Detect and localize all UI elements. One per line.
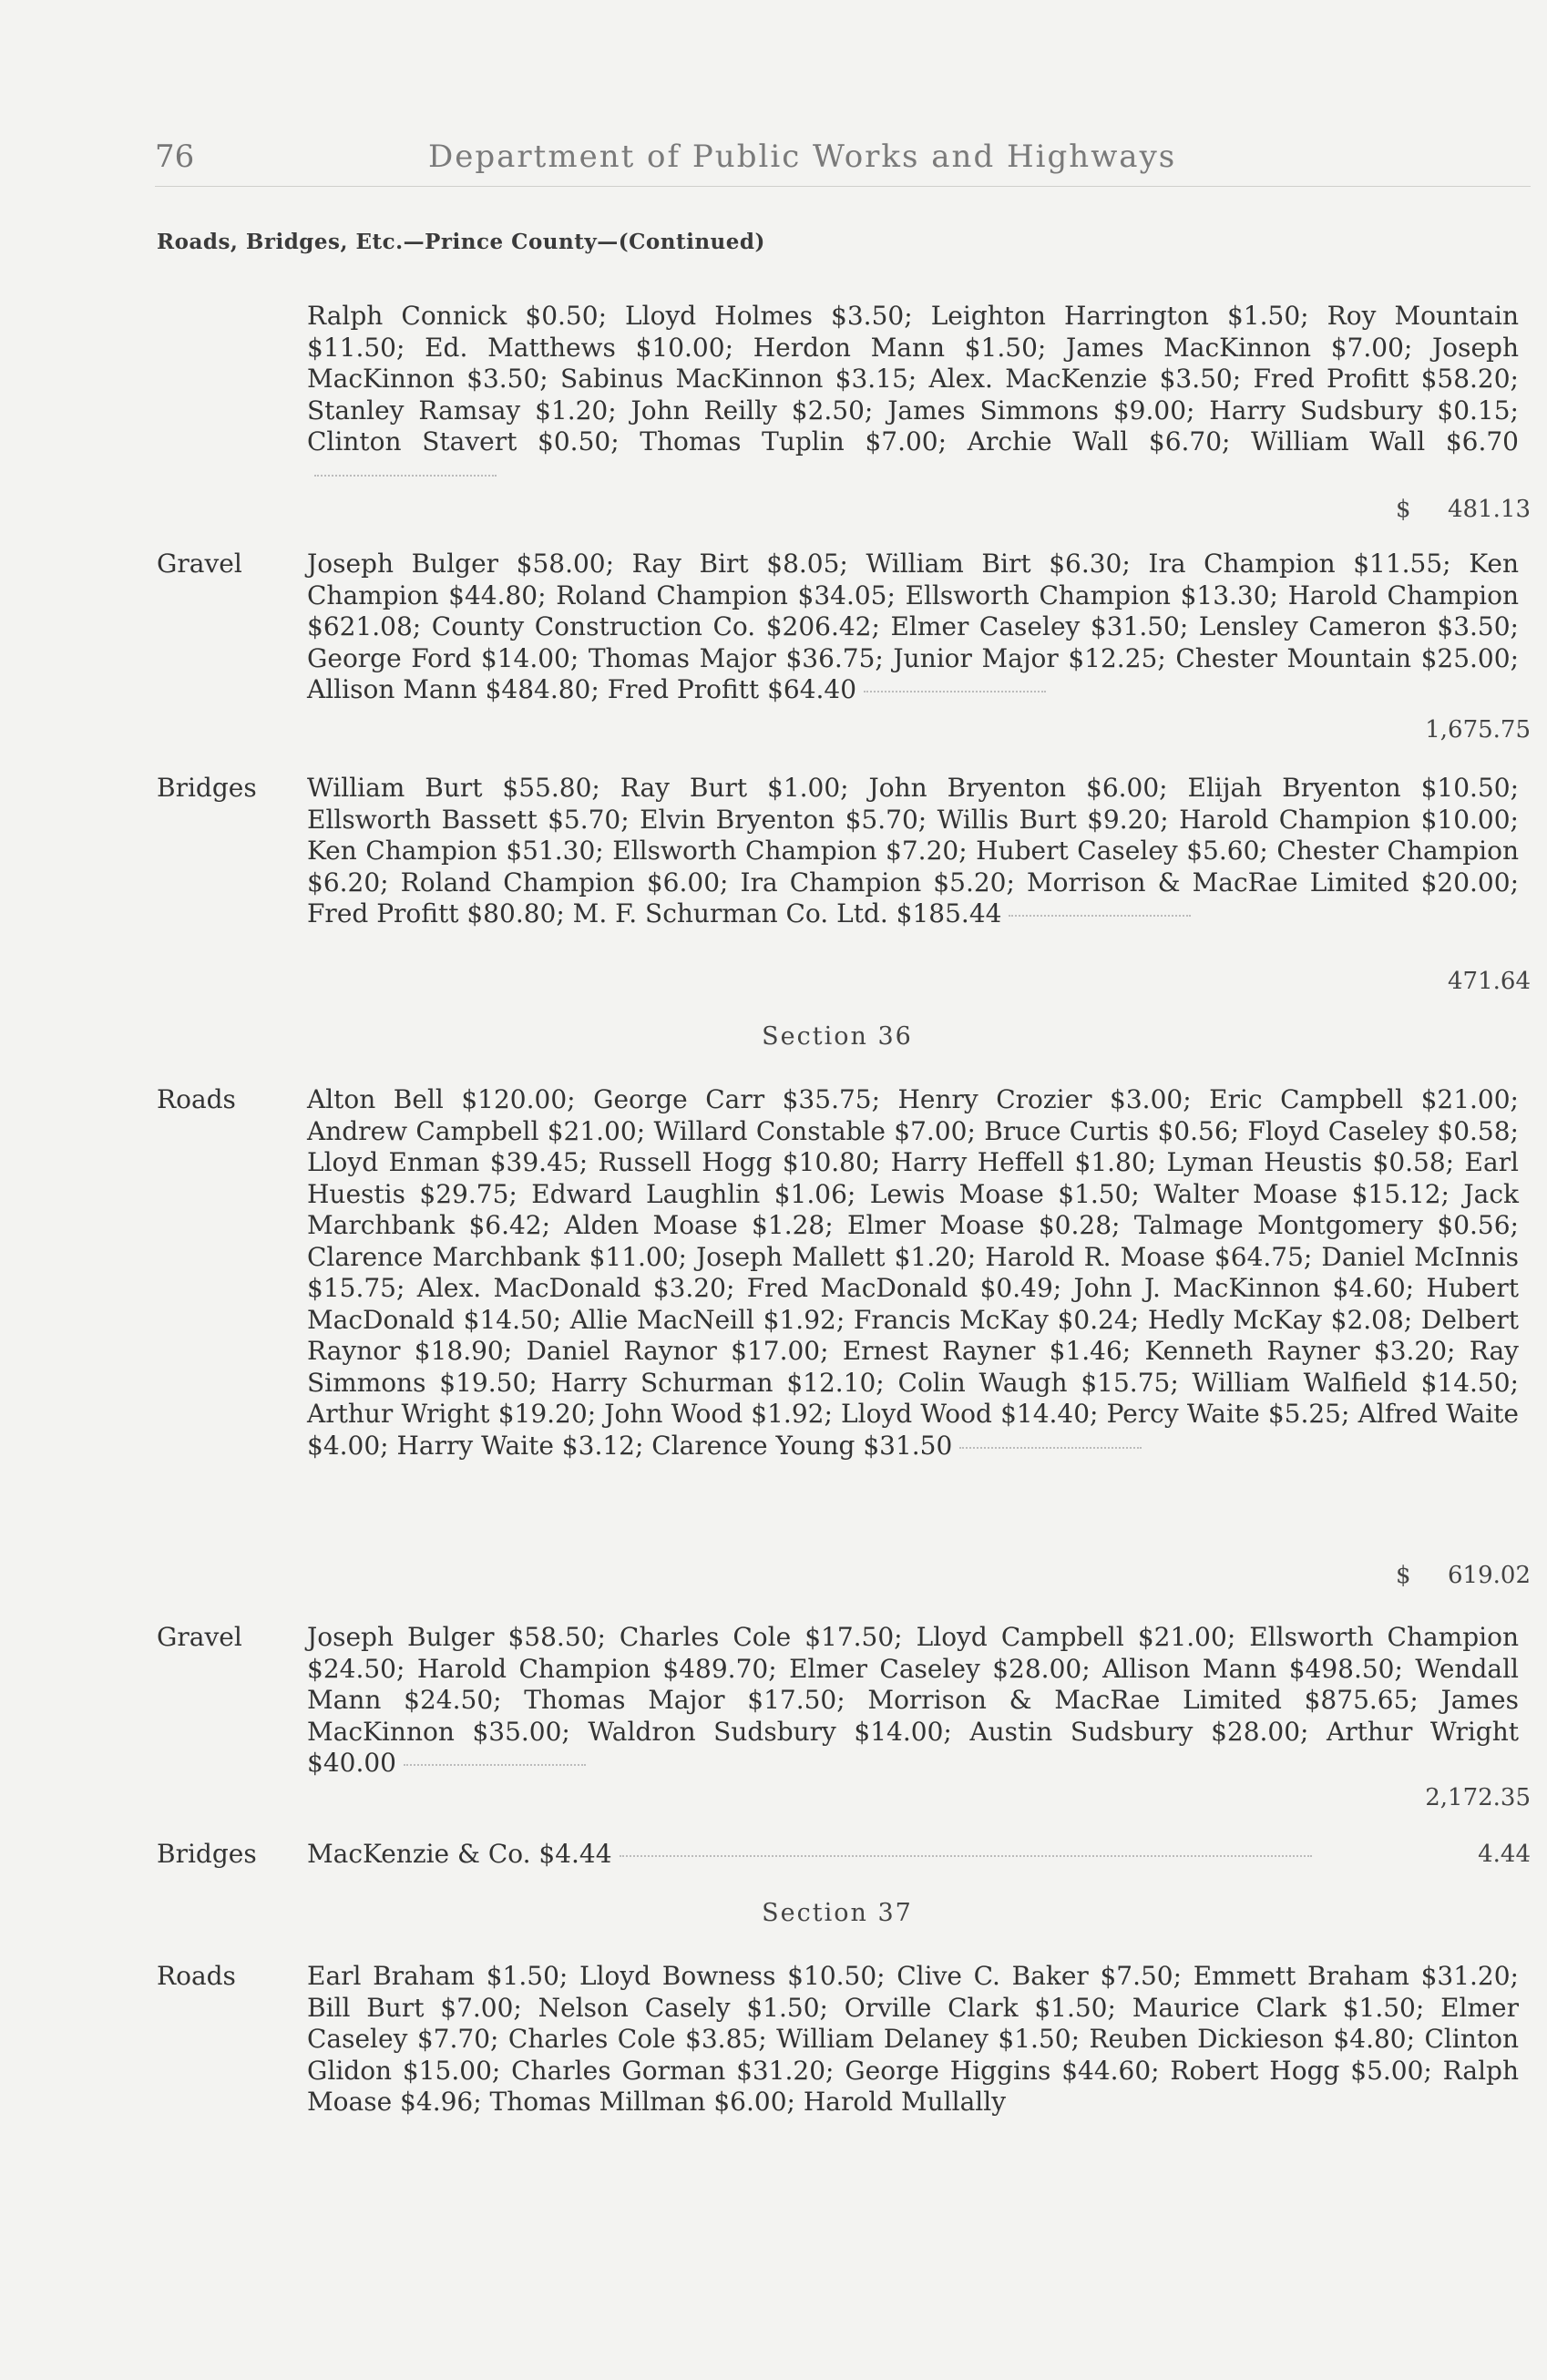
entry-payees: Ralph Connick $0.50; Lloyd Holmes $3.50; Leighton Harrington $1.50; Roy Mountain $11.50; Ed. Matthews $10.00; Herdon Mann $1.50; James MacKinnon $7.00; Joseph MacKinnon $3.50; Sabinus MacKinnon $3.15; Alex. MacKenzie $3.50; Fred Profitt $58.20; Stanley Ramsay $1.20; John Reilly $2.50; James Simmons $9.00; Harry Sudsbury $0.15; Clinton Stavert $0.50; Thomas Tuplin $7.00; Archie Wall $6.70; William Wall $6.70 — [307, 301, 1519, 489]
ledger-entry — [157, 773, 1531, 995]
ledger-entry — [157, 1084, 1531, 1595]
entry-category: Roads — [157, 1961, 236, 1991]
entry-payees: Alton Bell $120.00; George Carr $35.75; Henry Crozier $3.00; Eric Campbell $21.00; Andrew Campbell $21.00; Willard Constable $7.00; Bruce Curtis $0.56; Floyd Caseley $0.58; Lloyd Enman $39.45; Russell Hogg $10.80; Harry Heffell $1.80; Lyman Heustis $0.58; Earl Huestis $29.75; Edward Laughlin $1.06; Lewis Moase $1.50; Walter Moase $15.12; Jack Marchbank $6.42; Alden Moase $1.28; Elmer Moase $0.28; Talmage Montgomery $0.56; Clarence Marchbank $11.00; Joseph Mallett $1.20; Harold R. Moase $64.75; Daniel McInnis $15.75; Alex. MacDonald $3.20; Fred MacDonald $0.49; John J. MacKinnon $4.60; Hubert MacDonald $14.50; Allie MacNeill $1.92; Francis McKay $0.24; Hedly McKay $2.08; Delbert Raynor $18.90; Daniel Raynor $17.00; Ernest Rayner $1.46; Kenneth Rayner $3.20; Ray Simmons $19.50; Harry Schurman $12.10; Colin Waugh $15.75; William Walfield $14.50; Arthur Wright $19.20; John Wood $1.92; Lloyd Wood $14.40; Percy Waite $5.25; Alfred Waite $4.00; Harry Waite $3.12; Clarence Young $31.50 — [307, 1084, 1519, 1461]
entry-payees: Joseph Bulger $58.50; Charles Cole $17.50; Lloyd Campbell $21.00; Ellsworth Champion $24.50; Harold Champion $489.70; Elmer Caseley $28.00; Allison Mann $498.50; Wendall Mann $24.50; Thomas Major $17.50; Morrison & MacRae Limited $875.65; James MacKinnon $35.00; Waldron Sudsbury $14.00; Austin Sudsbury $28.00; Arthur Wright $40.00 — [307, 1622, 1519, 1778]
page-title: Department of Public Works and Highways — [428, 138, 1177, 175]
entry-category: Gravel — [157, 549, 242, 579]
entry-category: Roads — [157, 1084, 236, 1114]
ledger-entry — [157, 301, 1531, 523]
entry-category: Bridges — [157, 1839, 257, 1869]
entry-total: 2,172.35 — [1425, 1784, 1531, 1811]
section-heading: Roads, Bridges, Etc.—Prince County—(Continued) — [157, 230, 765, 254]
entry-total: 481.13 — [1448, 496, 1531, 523]
entry-total: 471.64 — [1448, 968, 1531, 995]
entry-total: 1,675.75 — [1425, 716, 1531, 744]
currency-sign: $ — [1396, 496, 1411, 523]
page-number: 76 — [155, 138, 195, 175]
entry-category: Bridges — [157, 773, 257, 803]
section-37-heading: Section 37 — [762, 1899, 913, 1927]
entry-payees: William Burt $55.80; Ray Burt $1.00; John Bryenton $6.00; Elijah Bryenton $10.50; Ellsworth Bassett $5.70; Elvin Bryenton $5.70; Willis Burt $9.20; Harold Champion $10.00; Ken Champion $51.30; Ellsworth Champion $7.20; Hubert Caseley $5.60; Chester Champion $6.20; Roland Champion $6.00; Ira Champion $5.20; Morrison & MacRae Limited $20.00; Fred Profitt $80.80; M. F. Schurman Co. Ltd. $185.44 — [307, 773, 1519, 928]
entry-payees: MacKenzie & Co. $4.44 — [307, 1839, 1519, 1871]
entry-category: Gravel — [157, 1622, 242, 1652]
ledger-entry — [157, 1839, 1531, 1875]
ledger-entry — [157, 549, 1531, 749]
ledger-entry — [157, 1622, 1531, 1822]
section-36-heading: Section 36 — [762, 1022, 913, 1051]
entry-total: 4.44 — [1478, 1841, 1531, 1868]
entry-total: 619.02 — [1448, 1562, 1531, 1589]
entry-payees: Earl Braham $1.50; Lloyd Bowness $10.50; Clive C. Baker $7.50; Emmett Braham $31.20; Bill Burt $7.00; Nelson Casely $1.50; Orville Clark $1.50; Maurice Clark $1.50; Elmer Caseley $7.70; Charles Cole $3.85; William Delaney $1.50; Reuben Dickieson $4.80; Clinton Glidon $15.00; Charles Gorman $31.20; George Higgins $44.60; Robert Hogg $5.00; Ralph Moase $4.96; Thomas Millman $6.00; Harold Mullally — [307, 1961, 1519, 2117]
entry-payees: Joseph Bulger $58.00; Ray Birt $8.05; William Birt $6.30; Ira Champion $11.55; Ken Champion $44.80; Roland Champion $34.05; Ellsworth Champion $13.30; Harold Champion $621.08; County Construction Co. $206.42; Elmer Caseley $31.50; Lensley Cameron $3.50; George Ford $14.00; Thomas Major $36.75; Junior Major $12.25; Chester Mountain $25.00; Allison Mann $484.80; Fred Profitt $64.40 — [307, 549, 1519, 704]
currency-sign: $ — [1396, 1562, 1411, 1589]
ledger-entry — [157, 1961, 1531, 2170]
running-header — [155, 138, 1531, 187]
